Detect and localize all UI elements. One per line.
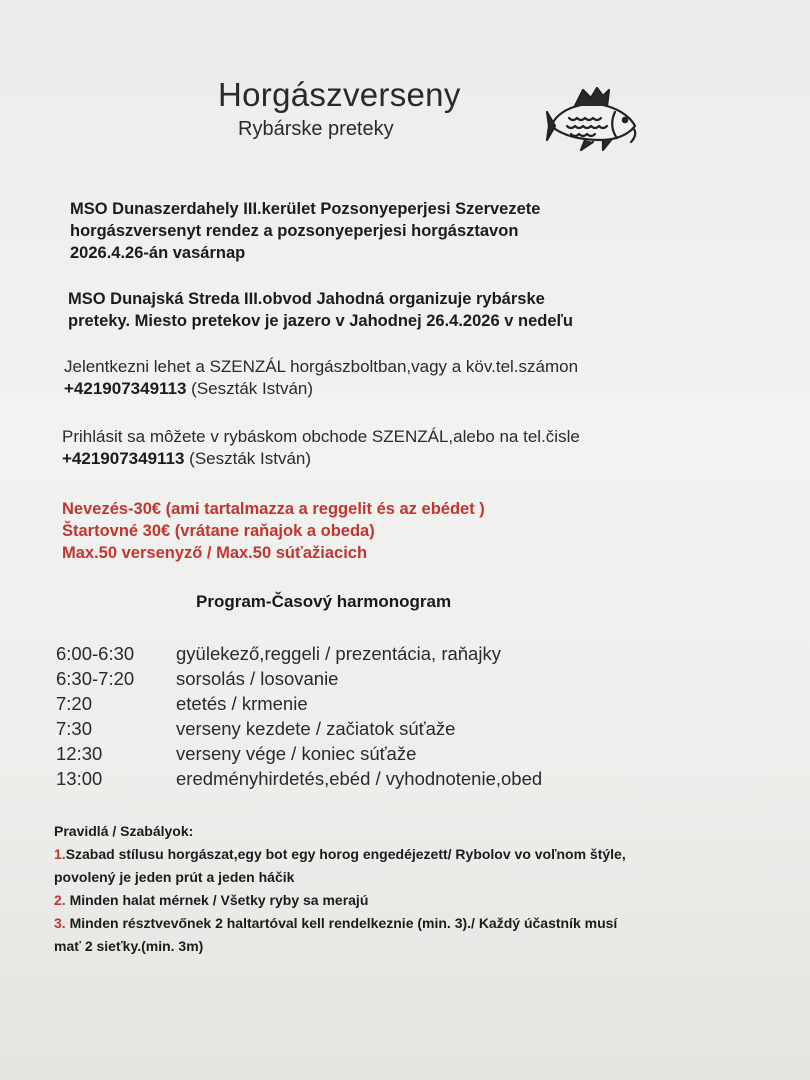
- intro-hu-line: horgászversenyt rendez a pozsonyeperjesi horgásztavon: [70, 222, 519, 240]
- intro-sk-line: preteky. Miesto pretekov je jazero v Jahodnej 26.4.2026 v nedeľu: [68, 312, 573, 330]
- rule-item: [54, 912, 626, 935]
- rule-number: 2.: [54, 892, 66, 908]
- schedule-time: 6:30-7:20: [56, 668, 135, 689]
- rule-text: Minden résztvevőnek 2 haltartóval kell rendelkeznie (min. 3)./ Každý účastník musí: [65, 915, 618, 931]
- fee-line: Max.50 versenyző / Max.50 súťažiacich: [62, 544, 368, 562]
- schedule-desc: etetés / krmenie: [176, 693, 308, 714]
- rule-text-continued: mať 2 sieťky.(min. 3m): [54, 938, 204, 954]
- document-title: Horgászverseny: [218, 76, 461, 113]
- document-subtitle: Rybárske preteky: [238, 118, 394, 140]
- rule-number: 3.: [54, 915, 66, 931]
- fee-line: Štartovné 30€ (vrátane raňajok a obeda): [62, 522, 375, 540]
- schedule-time: 12:30: [56, 743, 103, 764]
- intro-slovak: [68, 288, 573, 332]
- rule-text-continued: povolený je jeden prút a jeden háčik: [54, 869, 295, 885]
- schedule-desc: verseny vége / koniec súťaže: [176, 743, 417, 764]
- schedule-time: 6:00-6:30: [56, 643, 135, 664]
- signup-slovak: [62, 426, 580, 470]
- program-title: Program-Časový harmonogram: [196, 592, 452, 611]
- schedule-time: 7:30: [56, 718, 93, 739]
- rules-title: Pravidlá / Szabályok:: [54, 823, 194, 839]
- signup-sk-contact: (Seszták István): [184, 449, 312, 468]
- fee-line: Nevezés-30€ (ami tartalmazza a reggelit és az ebédet ): [62, 500, 485, 518]
- intro-hu-line: 2026.4.26-án vasárnap: [70, 244, 246, 262]
- intro-hungarian: [70, 198, 540, 264]
- schedule-time: 7:20: [56, 693, 93, 714]
- rule-item: [54, 889, 626, 912]
- intro-sk-line: MSO Dunajská Streda III.obvod Jahodná organizuje rybárske: [68, 290, 545, 308]
- rules-block: [54, 820, 626, 958]
- fees-block: [62, 498, 485, 564]
- schedule-time: 13:00: [56, 768, 103, 789]
- rule-text: Szabad stílusu horgászat,egy bot egy horog engedéjezett/ Rybolov vo voľnom štýle,: [65, 846, 626, 862]
- schedule-desc: eredményhirdetés,ebéd / vyhodnotenie,obed: [176, 768, 543, 789]
- intro-hu-line: MSO Dunaszerdahely III.kerület Pozsonyeperjesi Szervezete: [70, 200, 541, 218]
- signup-hungarian: [64, 356, 578, 400]
- signup-sk-phone: +421907349113: [62, 449, 185, 468]
- rule-text: Minden halat mérnek / Všetky ryby sa merajú: [65, 892, 369, 908]
- signup-hu-contact: (Seszták István): [186, 379, 314, 398]
- signup-hu-phone: +421907349113: [64, 379, 187, 398]
- schedule-desc: sorsolás / losovanie: [176, 668, 339, 689]
- signup-hu-line: Jelentkezni lehet a SZENZÁL horgászboltban,vagy a köv.tel.számon: [64, 357, 579, 376]
- schedule-desc: verseny kezdete / začiatok súťaže: [176, 718, 456, 739]
- rule-number: 1.: [54, 846, 66, 862]
- rule-item: [54, 843, 626, 866]
- schedule-desc: gyülekező,reggeli / prezentácia, raňajky: [176, 643, 501, 664]
- signup-sk-line: Prihlásit sa môžete v rybáskom obchode SZENZÁL,alebo na tel.čisle: [62, 427, 580, 446]
- carp-fish-icon: [545, 82, 641, 152]
